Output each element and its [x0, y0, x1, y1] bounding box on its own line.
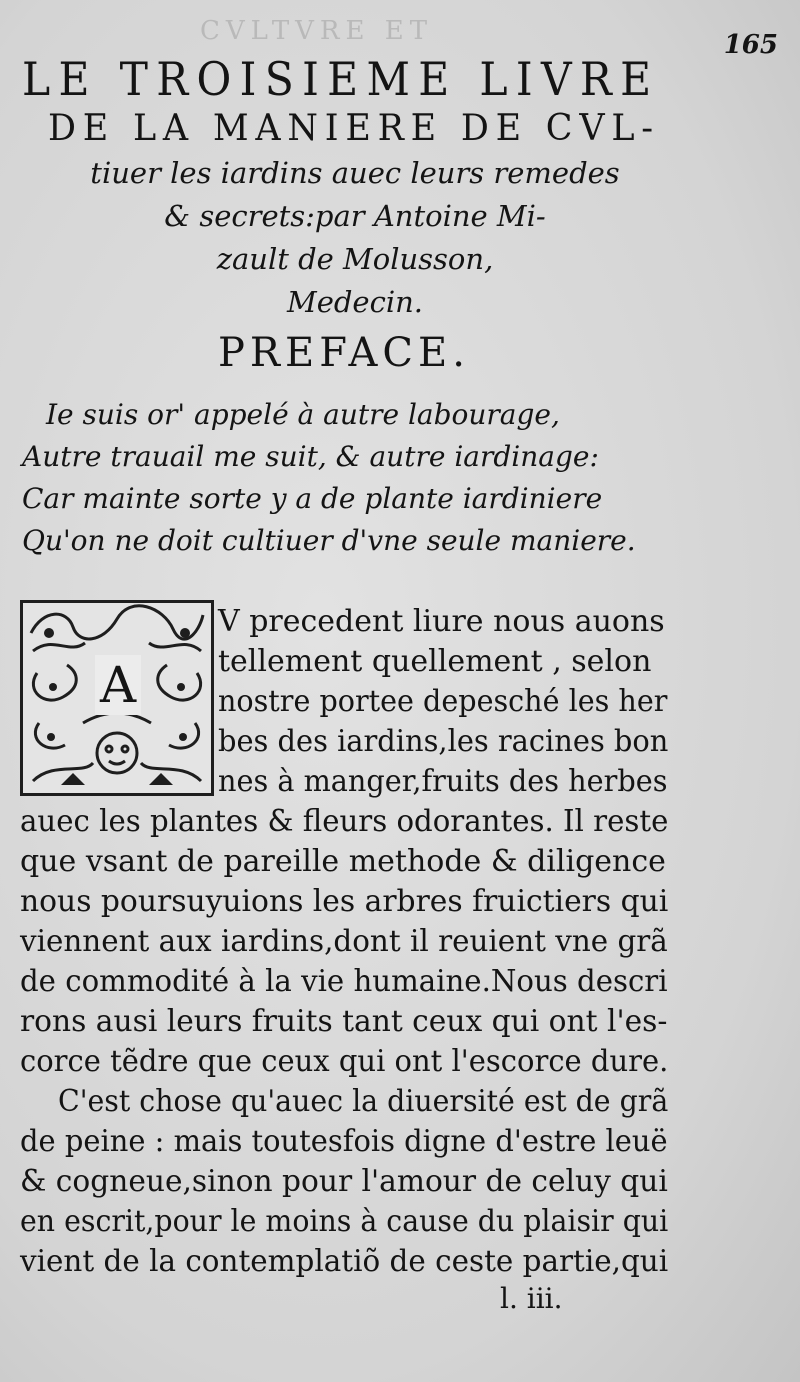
text-line: que vsant de pareille methode & diligence	[20, 844, 666, 879]
text-line: & cogneue,sinon pour l'amour de celuy qui	[20, 1164, 668, 1199]
text-line: de commodité à la vie humaine.Nous descri	[20, 964, 668, 999]
book-title-line-1: LE TROISIEME LIVRE	[22, 52, 660, 106]
verse-epigraph	[22, 394, 662, 562]
folio-number: 165	[723, 30, 778, 60]
text-line: nes à manger,fruits des herbes	[218, 764, 668, 799]
text-line: corce tẽdre que ceux qui ont l'escorce dure.	[20, 1044, 669, 1079]
text-line: bes des iardins,les racines bon	[218, 724, 669, 759]
ornamental-initial	[20, 600, 214, 796]
text-line: auec les plantes & fleurs odorantes. Il reste	[20, 804, 669, 839]
text-line: en escrit,pour le moins à cause du plaisir qui	[20, 1204, 669, 1239]
book-title-line-2: DE LA MANIERE DE CVL-	[48, 108, 660, 149]
subtitle-line: tiuer les iardins auec leurs remedes	[90, 156, 620, 190]
text-line: tellement quellement , selon	[218, 644, 652, 679]
text-line: de peine : mais toutesfois digne d'estre leuë	[20, 1124, 668, 1159]
bleed-through-running-head: CVLTVRE ET	[200, 16, 434, 46]
drop-cap-letter: A	[95, 655, 141, 715]
text-line: vient de la contemplatiõ de ceste partie,qui	[20, 1244, 669, 1279]
text-line: nous poursuyuions les arbres fruictiers qui	[20, 884, 669, 919]
verse-line: Autre trauail me suit, & autre iardinage:	[22, 440, 599, 473]
section-heading: PREFACE.	[218, 330, 470, 376]
signature-mark: l. iii.	[500, 1282, 563, 1315]
verse-line: Car mainte sorte y a de plante iardiniere	[22, 482, 603, 515]
subtitle-line: & secrets:par Antoine Mi-	[164, 199, 546, 233]
verse-line: Qu'on ne doit cultiuer d'vne seule maniere.	[22, 524, 636, 557]
text-line: nostre portee depesché les her	[218, 684, 668, 719]
text-line: rons ausi leurs fruits tant ceux qui ont l'es-	[20, 1004, 668, 1039]
text-line: C'est chose qu'auec la diuersité est de grã	[58, 1084, 669, 1119]
subtitle-line: zault de Molusson,	[216, 242, 494, 276]
subtitle-line: Medecin.	[287, 285, 423, 319]
text-line: V precedent liure nous auons	[218, 604, 665, 639]
book-subtitle	[60, 152, 650, 324]
text-line: viennent aux iardins,dont il reuient vne grã	[20, 924, 668, 959]
verse-line: Ie suis or' appelé à autre labourage,	[46, 398, 560, 431]
